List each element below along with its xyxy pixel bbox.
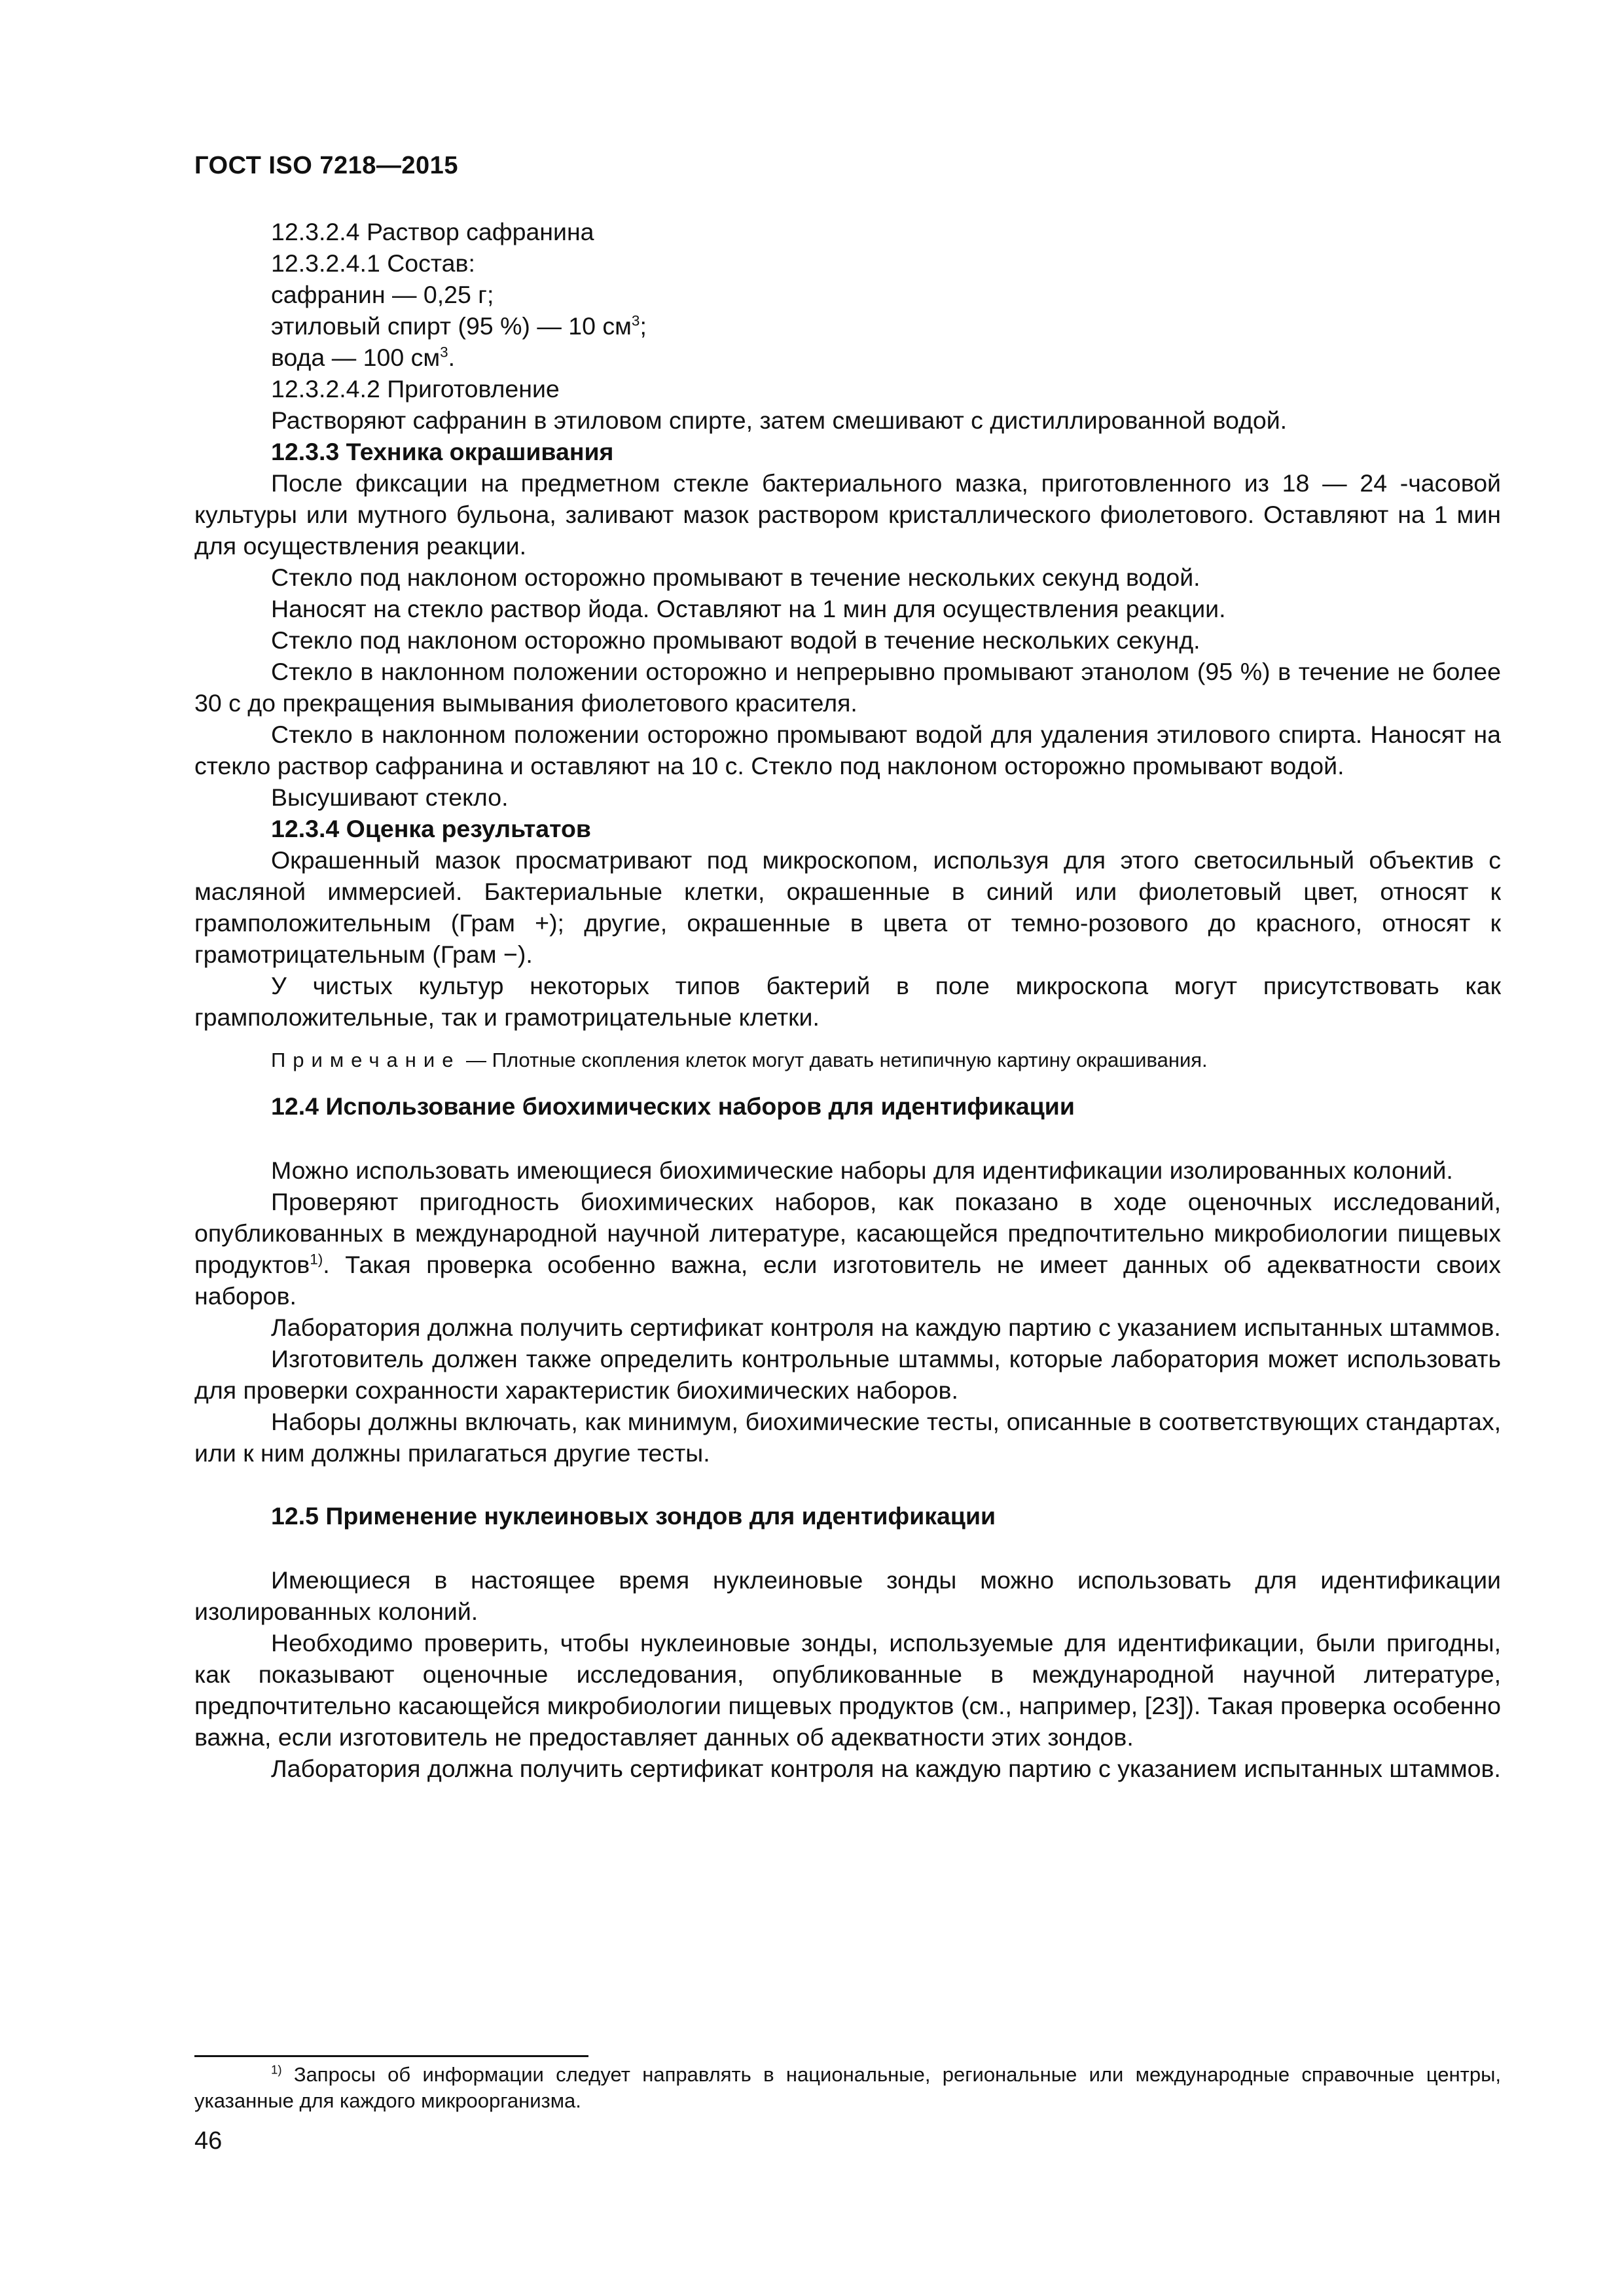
footnote	[194, 2062, 1501, 2114]
clause-12-3-2-4-1-title: 12.3.2.4.1 Состав:	[271, 249, 475, 277]
paragraph: Растворяют сафранин в этиловом спирте, затем смешивают с дистиллированной водой.	[271, 406, 1288, 434]
paragraph: Стекло под наклоном осторожно промывают в течение нескольких секунд водой.	[271, 564, 1200, 591]
section-heading-12-5: 12.5 Применение нуклеиновых зондов для идентификации	[271, 1502, 996, 1530]
footnote-marker: 1)	[271, 2062, 282, 2077]
paragraph: Лаборатория должна получить сертификат контроля на каждую партию с указанием испытанных штаммов.	[271, 1314, 1501, 1341]
paragraph: Лаборатория должна получить сертификат контроля на каждую партию с указанием испытанных штаммов.	[271, 1755, 1501, 1782]
paragraph: Проверяют пригодность биохимических наборов, как показано в ходе оценочных исследований, опубликованных в международной научной литературе, касающейся предпочтительно микробиологии пищевых продуктов$^{1)}$. Такая проверка особенно важна, если изготовитель не имеет данных об адекватности своих наборов.	[194, 1188, 1501, 1310]
footnote-separator	[194, 2055, 588, 2057]
note-label: Примечание	[271, 1049, 461, 1071]
paragraph: Стекло под наклоном осторожно промывают водой в течение нескольких секунд.	[271, 626, 1200, 654]
paragraph: Наносят на стекло раствор йода. Оставляют на 1 мин для осуществления реакции.	[271, 595, 1226, 622]
section-heading-12-3-4: 12.3.4 Оценка результатов	[271, 815, 591, 842]
composition-item: сафранин — 0,25 г;	[271, 281, 494, 308]
note-text: — Плотные скопления клеток могут давать нетипичную картину окрашивания.	[460, 1049, 1208, 1071]
paragraph: Необходимо проверить, чтобы нуклеиновые зонды, используемые для идентификации, были пригодны, как показывают оценочные исследования, опубликованные в международной научной литературе, предпочтительно касающейся микробиологии пищевых продуктов (см., например, [23]). Такая проверка особенно важна, если изготовитель не предоставляет данных об адекватности этих зондов.	[194, 1629, 1501, 1751]
paragraph: Наборы должны включать, как минимум, биохимические тесты, описанные в соответствующих стандартах, или к ним должны прилагаться другие тесты.	[194, 1408, 1501, 1467]
document-header: ГОСТ ISO 7218—2015	[194, 152, 458, 179]
section-heading-12-4: 12.4 Использование биохимических наборов для идентификации	[271, 1092, 1075, 1120]
composition-item: этиловый спирт (95 %) — 10 $см^3$;	[271, 312, 647, 340]
footnote-reference: 1)	[310, 1251, 323, 1268]
paragraph: После фиксации на предметном стекле бактериального мазка, приготовленного из 18 — 24 -часовой культуры или мутного бульона, заливают мазок раствором кристаллического фиолетового. Оставляют на 1 мин для осуществления реакции.	[194, 469, 1501, 560]
composition-item: вода — 100 $см^3$.	[271, 344, 456, 371]
clause-12-3-2-4-title: 12.3.2.4 Раствор сафранина	[271, 218, 594, 245]
document-body	[194, 216, 1501, 1784]
paragraph: Окрашенный мазок просматривают под микроскопом, используя для этого светосильный объектив с масляной иммерсией. Бактериальные клетки, окрашенные в синий или фиолетовый цвет, относят к грамположительным (Грам +); другие, окрашенные в цвета от темно-розового до красного, относят к грамотрицательным (Грам −).	[194, 846, 1501, 968]
section-heading-12-3-3: 12.3.3 Техника окрашивания	[271, 438, 614, 465]
page-number: 46	[194, 2127, 223, 2155]
paragraph: Стекло в наклонном положении осторожно и непрерывно промывают этанолом (95 %) в течение не более 30 с до прекращения вымывания фиолетового красителя.	[194, 658, 1501, 717]
clause-12-3-2-4-2-title: 12.3.2.4.2 Приготовление	[271, 375, 560, 403]
footnote-text: Запросы об информации следует направлять в национальные, региональные или международные справочные центры, указанные для каждого микроорганизма.	[194, 2063, 1501, 2112]
paragraph: Изготовитель должен также определить контрольные штаммы, которые лаборатория может использовать для проверки сохранности характеристик биохимических наборов.	[194, 1345, 1501, 1404]
paragraph: Можно использовать имеющиеся биохимические наборы для идентификации изолированных колоний.	[271, 1157, 1453, 1184]
paragraph: Стекло в наклонном положении осторожно промывают водой для удаления этилового спирта. Наносят на стекло раствор сафранина и оставляют на 10 с. Стекло под наклоном осторожно промывают водой.	[194, 721, 1501, 780]
paragraph: У чистых культур некоторых типов бактерий в поле микроскопа могут присутствовать как грамположительные, так и грамотрицательные клетки.	[194, 972, 1501, 1031]
paragraph: Высушивают стекло.	[271, 783, 509, 811]
note	[194, 1047, 1501, 1073]
paragraph: Имеющиеся в настоящее время нуклеиновые зонды можно использовать для идентификации изолированных колоний.	[194, 1566, 1501, 1625]
